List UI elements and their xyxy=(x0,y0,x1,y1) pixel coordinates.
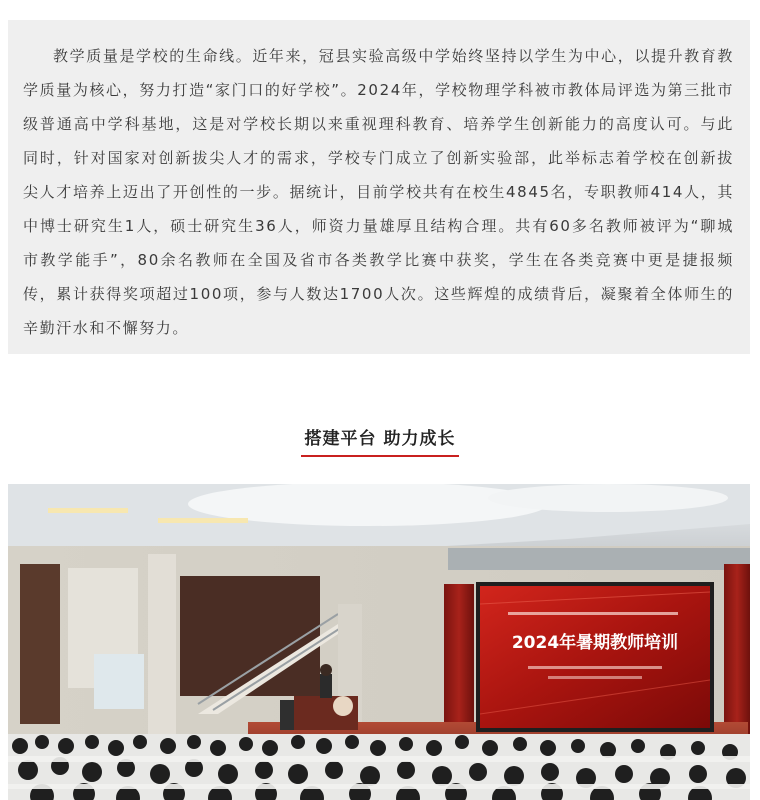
section-heading xyxy=(0,424,760,457)
intro-box xyxy=(8,20,750,354)
section-title: 搭建平台 助力成长 xyxy=(301,424,460,457)
training-photo xyxy=(8,484,750,800)
screen-title: 2024年暑期教师培训 xyxy=(511,633,679,653)
intro-paragraph: 教学质量是学校的生命线。近年来，冠县实验高级中学始终坚持以学生为中心，以提升教育教学质量为核心，努力打造“家门口的好学校”。2024年，学校物理学科被市教体局评选为第三批市级普通高中学科基地，这是对学校长期以来重视理科教育、培养学生创新能力的高度认可。与此同时，针对国家对创新拔尖人才的需求，学校专门成立了创新实验部，此举标志着学校在创新拔尖人才培养上迈出了开创性的一步。据统计，目前学校共有在校生4845名，专职教师414人，其中博士研究生1人，硕士研究生36人，师资力量雄厚且结构合理。共有60多名教师被评为“聊城市教学能手”，80余名教师在全国及省市各类教学比赛中获奖，学生在各类竞赛中更是捷报频传，累计获得奖项超过100项，参与人数达1700人次。这些辉煌的成绩背后，凝聚着全体师生的辛勤汗水和不懈努力。 xyxy=(23,47,734,337)
auditorium-illustration xyxy=(8,484,750,800)
